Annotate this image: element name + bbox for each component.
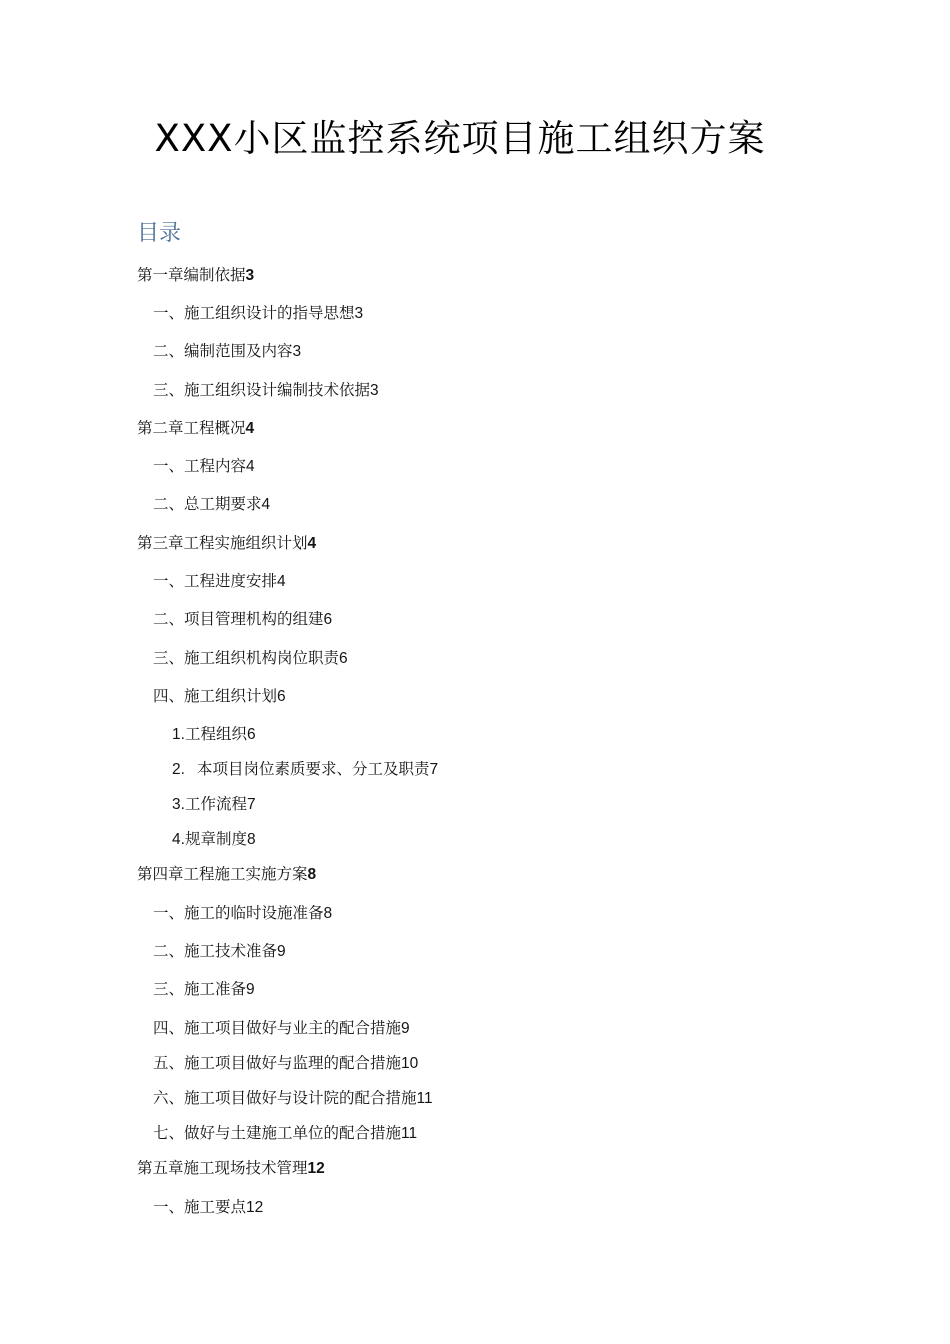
toc-entry-number: 4.	[172, 831, 185, 848]
toc-entry-section[interactable]	[153, 571, 286, 592]
toc-entry-page: 4	[307, 535, 317, 552]
toc-entry-page: 10	[401, 1055, 419, 1072]
toc-entry-section[interactable]	[153, 686, 286, 707]
toc-heading: 目录	[137, 221, 182, 246]
toc-entry-page: 8	[323, 905, 333, 922]
toc-entry-section[interactable]	[153, 303, 363, 324]
toc-entry-text: 二、总工期要求	[153, 495, 262, 513]
toc-entry-section[interactable]	[153, 609, 332, 630]
toc-entry-chapter[interactable]	[137, 265, 254, 286]
toc-entry-section[interactable]	[153, 903, 332, 924]
toc-entry-page: 3	[370, 382, 379, 399]
toc-entry-section[interactable]	[153, 1197, 263, 1218]
toc-entry-text: 二、编制范围及内容	[153, 342, 293, 360]
toc-entry-text: 第三章工程实施组织计划	[137, 534, 308, 552]
toc-entry-page: 8	[246, 831, 256, 848]
toc-entry-text: 二、施工技术准备	[153, 942, 278, 960]
toc-entry-number: 3.	[172, 796, 185, 813]
toc-entry-page: 11	[416, 1090, 433, 1107]
toc-entry-page: 4	[246, 458, 255, 475]
document-title: XXX小区监控系统项目施工组织方案	[154, 117, 766, 160]
toc-entry-text: 二、项目管理机构的组建	[153, 610, 324, 628]
toc-entry-page: 12	[246, 1199, 264, 1216]
toc-entry-number: 1.	[172, 726, 185, 743]
toc-entry-section[interactable]	[153, 1053, 418, 1074]
toc-entry-chapter[interactable]	[137, 864, 316, 885]
toc-entry-section[interactable]	[153, 1123, 417, 1144]
toc-entry-text: 四、施工组织计划	[153, 687, 278, 705]
toc-entry-page: 4	[245, 420, 255, 437]
toc-entry-text: 第五章施工现场技术管理	[137, 1159, 308, 1177]
toc-entry-text: 六、施工项目做好与设计院的配合措施	[153, 1089, 417, 1107]
toc-entry-number: 2.	[172, 761, 185, 778]
toc-entry-text: 三、施工准备	[153, 980, 247, 998]
toc-entry-page: 3	[245, 267, 255, 284]
toc-entry-text: 本项目岗位素质要求、分工及职责	[196, 760, 430, 778]
toc-entry-section[interactable]	[153, 1088, 433, 1109]
toc-entry-text: 七、做好与土建施工单位的配合措施	[153, 1124, 402, 1142]
toc-entry-chapter[interactable]	[137, 1158, 325, 1179]
toc-entry-page: 12	[307, 1160, 325, 1177]
toc-entry-page: 9	[277, 943, 286, 960]
toc-entry-text: 一、施工的临时设施准备	[153, 904, 324, 922]
toc-entry-text: 第二章工程概况	[137, 419, 246, 437]
toc-entry-page: 9	[401, 1020, 410, 1037]
toc-entry-text: 三、施工组织设计编制技术依据	[153, 381, 371, 399]
toc-entry-page: 6	[323, 611, 333, 628]
toc-entry-page: 3	[292, 343, 302, 360]
toc-entry-page: 6	[246, 726, 256, 743]
toc-entry-text: 三、施工组织机构岗位职责	[153, 649, 340, 667]
toc-entry-subsection[interactable]	[172, 794, 256, 815]
toc-entry-text: 一、施工要点	[153, 1198, 247, 1216]
toc-entry-text: 四、施工项目做好与业主的配合措施	[153, 1019, 402, 1037]
toc-entry-page: 7	[429, 761, 439, 778]
toc-entry-section[interactable]	[153, 494, 270, 515]
toc-entry-text: 一、工程进度安排	[153, 572, 278, 590]
toc-entry-section[interactable]	[153, 941, 286, 962]
toc-entry-section[interactable]	[153, 979, 255, 1000]
toc-entry-page: 3	[354, 305, 364, 322]
toc-entry-text: 第四章工程施工实施方案	[137, 865, 308, 883]
toc-entry-section[interactable]	[153, 380, 379, 401]
toc-entry-chapter[interactable]	[137, 533, 316, 554]
toc-entry-section[interactable]	[153, 341, 301, 362]
toc-entry-text: 第一章编制依据	[137, 266, 246, 284]
toc-entry-subsection[interactable]	[172, 724, 256, 745]
toc-entry-subsection[interactable]	[172, 759, 438, 780]
toc-entry-text: 一、工程内容	[153, 457, 247, 475]
toc-entry-page: 4	[261, 496, 271, 513]
toc-entry-page: 9	[246, 981, 255, 998]
toc-entry-page: 6	[277, 688, 286, 705]
toc-entry-text: 五、施工项目做好与监理的配合措施	[153, 1054, 402, 1072]
toc-entry-text: 一、施工组织设计的指导思想	[153, 304, 355, 322]
toc-entry-page: 6	[339, 650, 348, 667]
toc-entry-chapter[interactable]	[137, 418, 254, 439]
toc-entry-section[interactable]	[153, 456, 255, 477]
toc-entry-section[interactable]	[153, 1018, 410, 1039]
toc-entry-section[interactable]	[153, 648, 348, 669]
toc-entry-text: 规章制度	[184, 830, 247, 848]
toc-entry-subsection[interactable]	[172, 829, 256, 850]
toc-entry-page: 7	[246, 796, 256, 813]
toc-entry-text: 工作流程	[184, 795, 247, 813]
toc-entry-page: 8	[307, 866, 317, 883]
toc-entry-page: 4	[277, 573, 286, 590]
toc-entry-page: 11	[401, 1125, 418, 1142]
toc-entry-text: 工程组织	[184, 725, 247, 743]
